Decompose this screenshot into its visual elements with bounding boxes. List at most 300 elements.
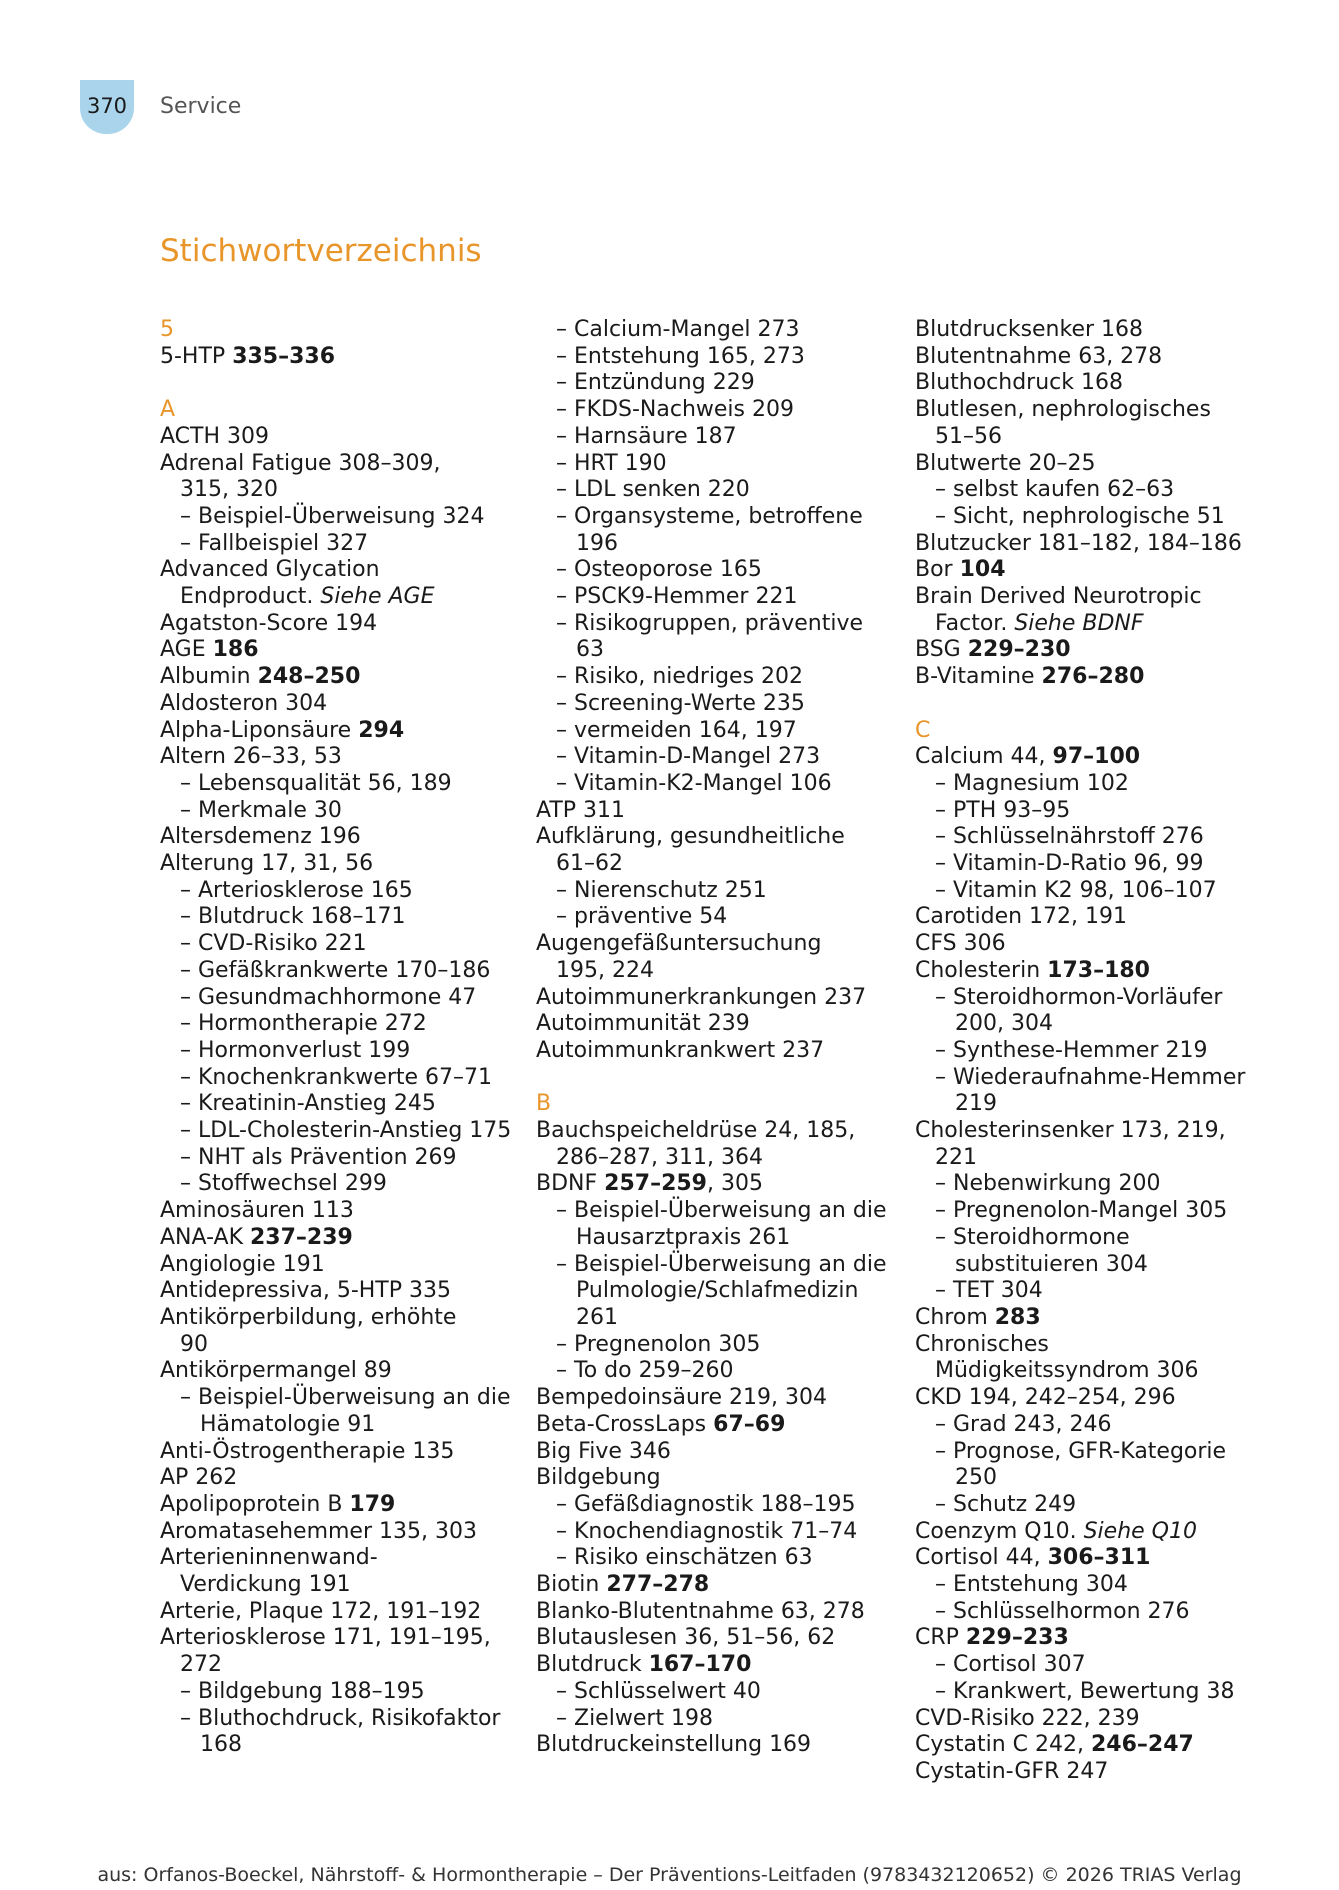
entry-text: Alpha-Liponsäure	[160, 717, 359, 743]
entry-text: 250	[955, 1465, 997, 1491]
index-entry	[160, 691, 490, 718]
entry-text: Altern 26–33, 53	[160, 744, 342, 770]
entry-text: 219	[955, 1091, 997, 1117]
entry-text: substituieren 304	[955, 1251, 1148, 1277]
index-subentry	[915, 1278, 1295, 1305]
entry-text: 173–180	[1047, 957, 1150, 983]
index-letter-heading: B	[536, 1091, 552, 1117]
index-letter-heading: C	[915, 717, 931, 743]
entry-text: 104	[959, 557, 1006, 583]
index-entry	[915, 451, 1295, 478]
entry-text: Blutentnahme 63, 278	[915, 343, 1163, 369]
entry-text: – Beispiel-Überweisung an die	[556, 1198, 887, 1224]
entry-text: Verdickung 191	[180, 1572, 351, 1598]
index-subentry	[160, 1038, 490, 1065]
entry-text: – Synthese-Hemmer 219	[935, 1037, 1208, 1063]
entry-text: Cystatin C 242,	[915, 1732, 1091, 1758]
entry-text: Arterie, Plaque 172, 191–192	[160, 1598, 482, 1624]
entry-text: 306–311	[1047, 1545, 1151, 1571]
entry-text: – Risiko, niedriges 202	[556, 664, 804, 690]
index-entry	[160, 557, 490, 584]
entry-text: – Fallbeispiel 327	[180, 530, 369, 556]
index-entry	[915, 1118, 1295, 1145]
entry-text: 63	[576, 637, 604, 663]
entry-text: Chrom	[915, 1305, 995, 1330]
entry-text: 237–239	[250, 1224, 353, 1250]
index-letter-heading: 5	[160, 317, 174, 342]
entry-text: – FKDS-Nachweis 209	[556, 397, 794, 423]
index-spacer	[160, 370, 490, 397]
entry-text: – Calcium-Mangel 273	[556, 317, 800, 342]
entry-text: B-Vitamine	[915, 664, 1042, 690]
entry-text: Hausarztpraxis 261	[576, 1224, 791, 1250]
entry-text: – Entstehung 165, 273	[556, 343, 805, 369]
index-entry	[536, 1732, 876, 1759]
index-entry	[536, 1599, 876, 1626]
index-entry	[536, 985, 876, 1012]
entry-text: – Vitamin K2 98, 106–107	[935, 877, 1217, 903]
index-subentry	[536, 744, 876, 771]
entry-text: Antikörperbildung, erhöhte	[160, 1305, 457, 1330]
entry-text: – NHT als Prävention 269	[180, 1144, 457, 1170]
entry-text: – PTH 93–95	[935, 797, 1071, 823]
index-subentry	[536, 1332, 876, 1359]
index-subentry	[160, 1705, 501, 1733]
entry-text: Factor.	[935, 610, 1015, 636]
entry-text: Blutdruck	[536, 1652, 649, 1678]
entry-text: Chronisches	[915, 1331, 1049, 1357]
index-entry	[160, 1225, 490, 1252]
entry-text: Antikörpermangel 89	[160, 1358, 392, 1384]
index-subentry	[915, 1198, 1295, 1225]
entry-text: – Bildgebung 188–195	[180, 1678, 425, 1704]
index-subentry	[915, 798, 1295, 825]
index-subentry	[915, 1439, 1295, 1466]
entry-text: – Organsysteme, betroffene	[556, 503, 863, 529]
index-subentry	[536, 531, 876, 558]
index-subentry	[160, 504, 490, 531]
entry-text: 179	[349, 1491, 396, 1517]
entry-text: – Gesundmachhormone 47	[180, 984, 477, 1010]
entry-text: 257–259	[604, 1171, 707, 1197]
index-subentry	[160, 985, 490, 1012]
index-column-3	[915, 317, 1295, 1786]
index-entry	[536, 1465, 876, 1492]
entry-text: 168	[200, 1732, 242, 1758]
entry-text: – Pregnenolon-Mangel 305	[935, 1198, 1228, 1224]
index-entry	[915, 1759, 1295, 1786]
index-subentry	[536, 424, 876, 451]
page-title: Stichwortverzeichnis	[160, 233, 482, 269]
index-entry	[536, 1625, 876, 1652]
entry-text: Bempedoinsäure 219, 304	[536, 1385, 827, 1411]
index-entry-continuation	[536, 1145, 876, 1172]
index-entry	[915, 1519, 1295, 1546]
entry-text: 196	[576, 530, 618, 556]
entry-text: – Beispiel-Überweisung 324	[180, 503, 485, 529]
entry-text: 97–100	[1052, 744, 1141, 770]
entry-text: Siehe BDNF	[1014, 610, 1144, 636]
index-entry	[160, 1519, 490, 1546]
index-entry	[915, 1732, 1295, 1759]
entry-text: – Entstehung 304	[935, 1572, 1128, 1598]
index-subentry	[536, 771, 876, 798]
index-subentry	[536, 611, 876, 638]
entry-text: – Risikogruppen, präventive	[556, 610, 864, 636]
entry-text: CRP	[915, 1625, 966, 1651]
entry-text: Blutzucker 181–182, 184–186	[915, 530, 1242, 556]
page-number: 370	[86, 94, 128, 118]
entry-text: – Stoffwechsel 299	[180, 1171, 387, 1197]
index-entry	[536, 1652, 876, 1679]
index-subentry	[915, 851, 1295, 878]
entry-text: Adrenal Fatigue 308–309,	[160, 450, 441, 476]
index-entry	[536, 1572, 876, 1599]
entry-text: – Wiederaufnahme-Hemmer	[935, 1064, 1246, 1090]
entry-text: Carotiden 172, 191	[915, 904, 1128, 930]
index-entry	[160, 424, 490, 451]
index-entry	[160, 664, 490, 691]
entry-text: Aromatasehemmer 135, 303	[160, 1518, 477, 1544]
entry-text: AGE	[160, 637, 213, 663]
entry-text: Calcium 44,	[915, 744, 1053, 770]
index-entry-continuation	[160, 477, 490, 504]
index-entry	[160, 1465, 490, 1492]
index-entry	[915, 744, 1295, 771]
entry-text: – Steroidhormon-Vorläufer	[935, 984, 1223, 1010]
entry-text: – Nebenwirkung 200	[935, 1171, 1161, 1197]
entry-text: – Zielwert 198	[556, 1705, 714, 1731]
entry-text: 67–69	[713, 1411, 786, 1437]
index-subentry	[536, 1251, 887, 1279]
index-subentry	[915, 1492, 1295, 1519]
entry-text: – selbst kaufen 62–63	[935, 477, 1175, 503]
entry-text: – Gefäßdiagnostik 188–195	[556, 1491, 856, 1517]
index-subentry	[915, 1599, 1295, 1626]
entry-text: – Entzündung 229	[556, 370, 755, 396]
entry-text: ANA-AK	[160, 1224, 250, 1250]
entry-text: – Vitamin-D-Ratio 96, 99	[935, 851, 1204, 877]
entry-text: Alterung 17, 31, 56	[160, 851, 374, 877]
index-subentry	[915, 1038, 1295, 1065]
index-entry	[160, 1492, 490, 1519]
index-entry	[536, 824, 876, 851]
entry-text: – Hormonverlust 199	[180, 1037, 411, 1063]
index-subentry	[160, 1171, 490, 1198]
index-entry	[160, 1198, 490, 1225]
entry-text: Siehe AGE	[320, 584, 435, 610]
entry-text: , 305	[707, 1171, 763, 1197]
index-subentry	[536, 1679, 876, 1706]
index-subentry	[915, 1572, 1295, 1599]
index-subentry	[915, 504, 1295, 531]
index-entry	[915, 370, 1295, 397]
entry-text: ATP 311	[536, 797, 626, 823]
entry-text: Endproduct.	[180, 584, 321, 610]
index-entry	[160, 718, 490, 745]
entry-text: 51–56	[935, 423, 1002, 449]
index-subentry	[915, 1652, 1295, 1679]
index-entry	[536, 798, 876, 825]
index-subentry	[160, 1118, 512, 1145]
index-subentry	[160, 958, 490, 985]
index-subentry	[536, 317, 876, 344]
entry-text: – To do 259–260	[556, 1358, 734, 1384]
entry-text: 335–336	[232, 343, 336, 369]
index-column-1	[160, 317, 512, 1759]
entry-text: – Pregnenolon 305	[556, 1331, 761, 1357]
index-entry	[915, 1332, 1295, 1359]
entry-text: Bor	[915, 557, 960, 583]
index-subentry	[915, 1011, 1295, 1038]
entry-text: – Merkmale 30	[180, 797, 342, 823]
entry-text: Cystatin-GFR 247	[915, 1758, 1109, 1784]
entry-text: Antidepressiva, 5-HTP 335	[160, 1278, 451, 1304]
index-subentry	[536, 1305, 876, 1332]
index-subentry	[160, 931, 490, 958]
index-subentry	[915, 1065, 1295, 1092]
entry-text: – Cortisol 307	[935, 1652, 1086, 1678]
entry-text: Blutdrucksenker 168	[915, 317, 1144, 342]
index-subentry	[160, 798, 490, 825]
index-subentry	[536, 1358, 876, 1385]
entry-text: Cortisol 44,	[915, 1545, 1048, 1571]
index-subentry	[915, 1225, 1295, 1252]
index-entry	[160, 1305, 490, 1332]
entry-text: – Blutdruck 168–171	[180, 904, 406, 930]
entry-text: CFS 306	[915, 931, 1006, 957]
entry-text: Bauchspeicheldrüse 24, 185,	[536, 1118, 856, 1144]
entry-text: Arteriosklerose 171, 191–195,	[160, 1625, 491, 1651]
index-entry-continuation	[536, 958, 876, 985]
entry-text: Bildgebung	[536, 1465, 661, 1491]
index-subentry	[915, 824, 1295, 851]
entry-text: – Screening-Werte 235	[556, 690, 805, 716]
entry-text: Bluthochdruck 168	[915, 370, 1123, 396]
index-subentry	[915, 1465, 1295, 1492]
index-subentry	[915, 1679, 1295, 1706]
entry-text: CKD 194, 242–254, 296	[915, 1385, 1176, 1411]
entry-text: 246–247	[1090, 1732, 1194, 1758]
entry-text: – Harnsäure 187	[556, 423, 737, 449]
entry-text: – Gefäßkrankwerte 170–186	[180, 957, 491, 983]
index-entry-continuation	[160, 1332, 490, 1359]
index-subentry	[160, 1412, 490, 1439]
entry-text: 195, 224	[556, 957, 654, 983]
entry-text: Arterieninnenwand-	[160, 1545, 378, 1571]
index-subentry	[915, 771, 1295, 798]
index-subentry	[536, 637, 876, 664]
footer-credit: aus: Orfanos-Boeckel, Nährstoff- & Hormontherapie – Der Präventions-Leitfaden (9783432120652) © 2026 TRIAS Verlag	[97, 1864, 1242, 1886]
index-entry	[536, 1412, 876, 1439]
index-entry	[915, 531, 1295, 558]
index-subentry	[536, 1225, 876, 1252]
index-entry	[915, 1625, 1295, 1652]
index-subentry	[160, 1091, 490, 1118]
index-subentry	[160, 904, 490, 931]
index-entry	[536, 1171, 876, 1198]
entry-text: Anti-Östrogentherapie 135	[160, 1438, 455, 1464]
index-entry	[160, 1625, 490, 1652]
entry-text: – Schlüsselnährstoff 276	[935, 824, 1204, 850]
entry-text: Aminosäuren 113	[160, 1198, 354, 1224]
index-entry	[536, 1439, 876, 1466]
index-entry	[915, 397, 1295, 424]
entry-text: Angiologie 191	[160, 1251, 325, 1277]
entry-text: 221	[935, 1144, 977, 1170]
entry-text: – Beispiel-Überweisung an die	[556, 1251, 887, 1277]
index-entry	[536, 1011, 876, 1038]
entry-text: AP 262	[160, 1465, 238, 1491]
index-subentry	[915, 1091, 1295, 1118]
index-entry	[915, 317, 1295, 344]
entry-text: Müdigkeitssyndrom 306	[935, 1358, 1199, 1384]
entry-text: Cholesterinsenker 173, 219,	[915, 1118, 1226, 1144]
entry-text: – Osteoporose 165	[556, 557, 762, 583]
index-entry	[160, 637, 490, 664]
entry-text: Altersdemenz 196	[160, 824, 361, 850]
entry-text: Brain Derived Neurotropic	[915, 584, 1202, 610]
section-name: Service	[160, 94, 242, 119]
index-entry-continuation	[160, 584, 490, 611]
index-entry-continuation	[536, 851, 876, 878]
entry-text: 61–62	[556, 851, 623, 877]
entry-text: 167–170	[648, 1652, 752, 1678]
index-entry	[915, 1706, 1295, 1733]
entry-text: – Knochendiagnostik 71–74	[556, 1518, 858, 1544]
index-subentry	[160, 1732, 490, 1759]
index-entry-continuation	[915, 611, 1295, 638]
index-subentry	[536, 370, 876, 397]
index-entry	[160, 1439, 490, 1466]
entry-text: Aufklärung, gesundheitliche	[536, 824, 845, 850]
entry-text: 248–250	[257, 664, 361, 690]
index-entry	[160, 1599, 490, 1626]
entry-text: – Hormontherapie 272	[180, 1011, 427, 1037]
index-entry-continuation	[915, 1358, 1295, 1385]
entry-text: Advanced Glycation	[160, 557, 380, 583]
index-subentry	[160, 1064, 493, 1092]
index-subentry	[536, 1545, 876, 1572]
index-subentry	[536, 878, 876, 905]
entry-text: – LDL senken 220	[556, 477, 750, 503]
entry-text: – Prognose, GFR-Kategorie	[935, 1438, 1227, 1464]
index-entry	[160, 451, 490, 478]
index-entry	[160, 344, 490, 371]
index-subentry	[536, 584, 876, 611]
entry-text: – LDL-Cholesterin-Anstieg 175	[180, 1118, 512, 1144]
entry-text: ACTH 309	[160, 423, 269, 449]
entry-text: – Schlüsselwert 40	[556, 1678, 761, 1704]
entry-text: Agatston-Score 194	[160, 610, 378, 636]
index-letter-heading: A	[160, 397, 176, 423]
entry-text: 272	[180, 1652, 222, 1678]
index-subentry	[915, 878, 1295, 905]
entry-text: Aldosteron 304	[160, 690, 328, 716]
index-subentry	[536, 1198, 887, 1225]
entry-text: 276–280	[1041, 664, 1145, 690]
index-entry	[160, 1278, 490, 1305]
entry-text: Blutlesen, nephrologisches	[915, 397, 1211, 423]
index-subentry	[160, 1385, 511, 1412]
index-subentry	[536, 718, 876, 745]
entry-text: Augengefäßuntersuchung	[536, 931, 822, 957]
entry-text: CVD-Risiko 222, 239	[915, 1705, 1140, 1731]
index-entry	[160, 824, 490, 851]
index-entry	[160, 1358, 490, 1385]
entry-text: 200, 304	[955, 1011, 1053, 1037]
entry-text: 261	[576, 1305, 618, 1330]
index-entry	[160, 1252, 490, 1279]
entry-text: BSG	[915, 637, 968, 663]
index-column-2	[536, 317, 887, 1759]
entry-text: Cholesterin	[915, 957, 1048, 983]
entry-text: – TET 304	[935, 1278, 1043, 1304]
index-entry-continuation	[160, 1652, 490, 1679]
index-subentry	[160, 1011, 490, 1038]
entry-text: Autoimmunität 239	[536, 1011, 750, 1037]
index-entry	[536, 1038, 876, 1065]
index-subentry	[915, 1171, 1295, 1198]
entry-text: Autoimmunkrankwert 237	[536, 1037, 825, 1063]
index-entry	[536, 1385, 876, 1412]
entry-text: Autoimmunerkrankungen 237	[536, 984, 867, 1010]
index-subentry	[915, 1412, 1295, 1439]
entry-text: Blanko-Blutentnahme 63, 278	[536, 1598, 865, 1624]
entry-text: – Schlüsselhormon 276	[935, 1598, 1190, 1624]
entry-text: 315, 320	[180, 477, 278, 503]
index-entry-continuation	[915, 424, 1295, 451]
entry-text: 90	[180, 1331, 208, 1357]
index-subentry	[536, 397, 876, 424]
entry-text: – präventive 54	[556, 904, 728, 930]
index-subentry	[160, 771, 490, 798]
index-spacer	[915, 691, 1295, 718]
entry-text: Biotin	[536, 1572, 607, 1598]
entry-text: 286–287, 311, 364	[556, 1144, 763, 1170]
entry-text: – HRT 190	[556, 450, 667, 476]
index-entry	[536, 931, 876, 958]
entry-text: – Vitamin-K2-Mangel 106	[556, 770, 832, 796]
entry-text: – vermeiden 164, 197	[556, 717, 797, 743]
entry-text: Blutauslesen 36, 51–56, 62	[536, 1625, 836, 1651]
index-subentry	[915, 477, 1295, 504]
entry-text: Beta-CrossLaps	[536, 1411, 714, 1437]
entry-text: Blutwerte 20–25	[915, 450, 1096, 476]
entry-text: – Vitamin-D-Mangel 273	[556, 744, 821, 770]
index-subentry	[160, 531, 490, 558]
index-subentry	[536, 1706, 876, 1733]
index-entry	[915, 557, 1295, 584]
index-entry	[160, 851, 490, 878]
entry-text: Hämatologie 91	[200, 1411, 376, 1437]
index-entry	[915, 637, 1295, 664]
index-entry	[915, 1385, 1295, 1412]
entry-text: – Sicht, nephrologische 51	[935, 503, 1225, 529]
index-subentry	[536, 504, 876, 531]
index-subentry	[536, 557, 876, 584]
index-subentry	[915, 985, 1295, 1012]
entry-text: – Grad 243, 246	[935, 1411, 1112, 1437]
index-entry-continuation	[160, 1572, 490, 1599]
index-entry	[915, 344, 1295, 371]
entry-text: – Nierenschutz 251	[556, 877, 767, 903]
index-subentry	[536, 904, 876, 931]
entry-text: 294	[358, 717, 405, 743]
entry-text: 229–230	[967, 637, 1071, 663]
index-entry	[915, 664, 1295, 691]
index-entry-continuation	[915, 1145, 1295, 1172]
